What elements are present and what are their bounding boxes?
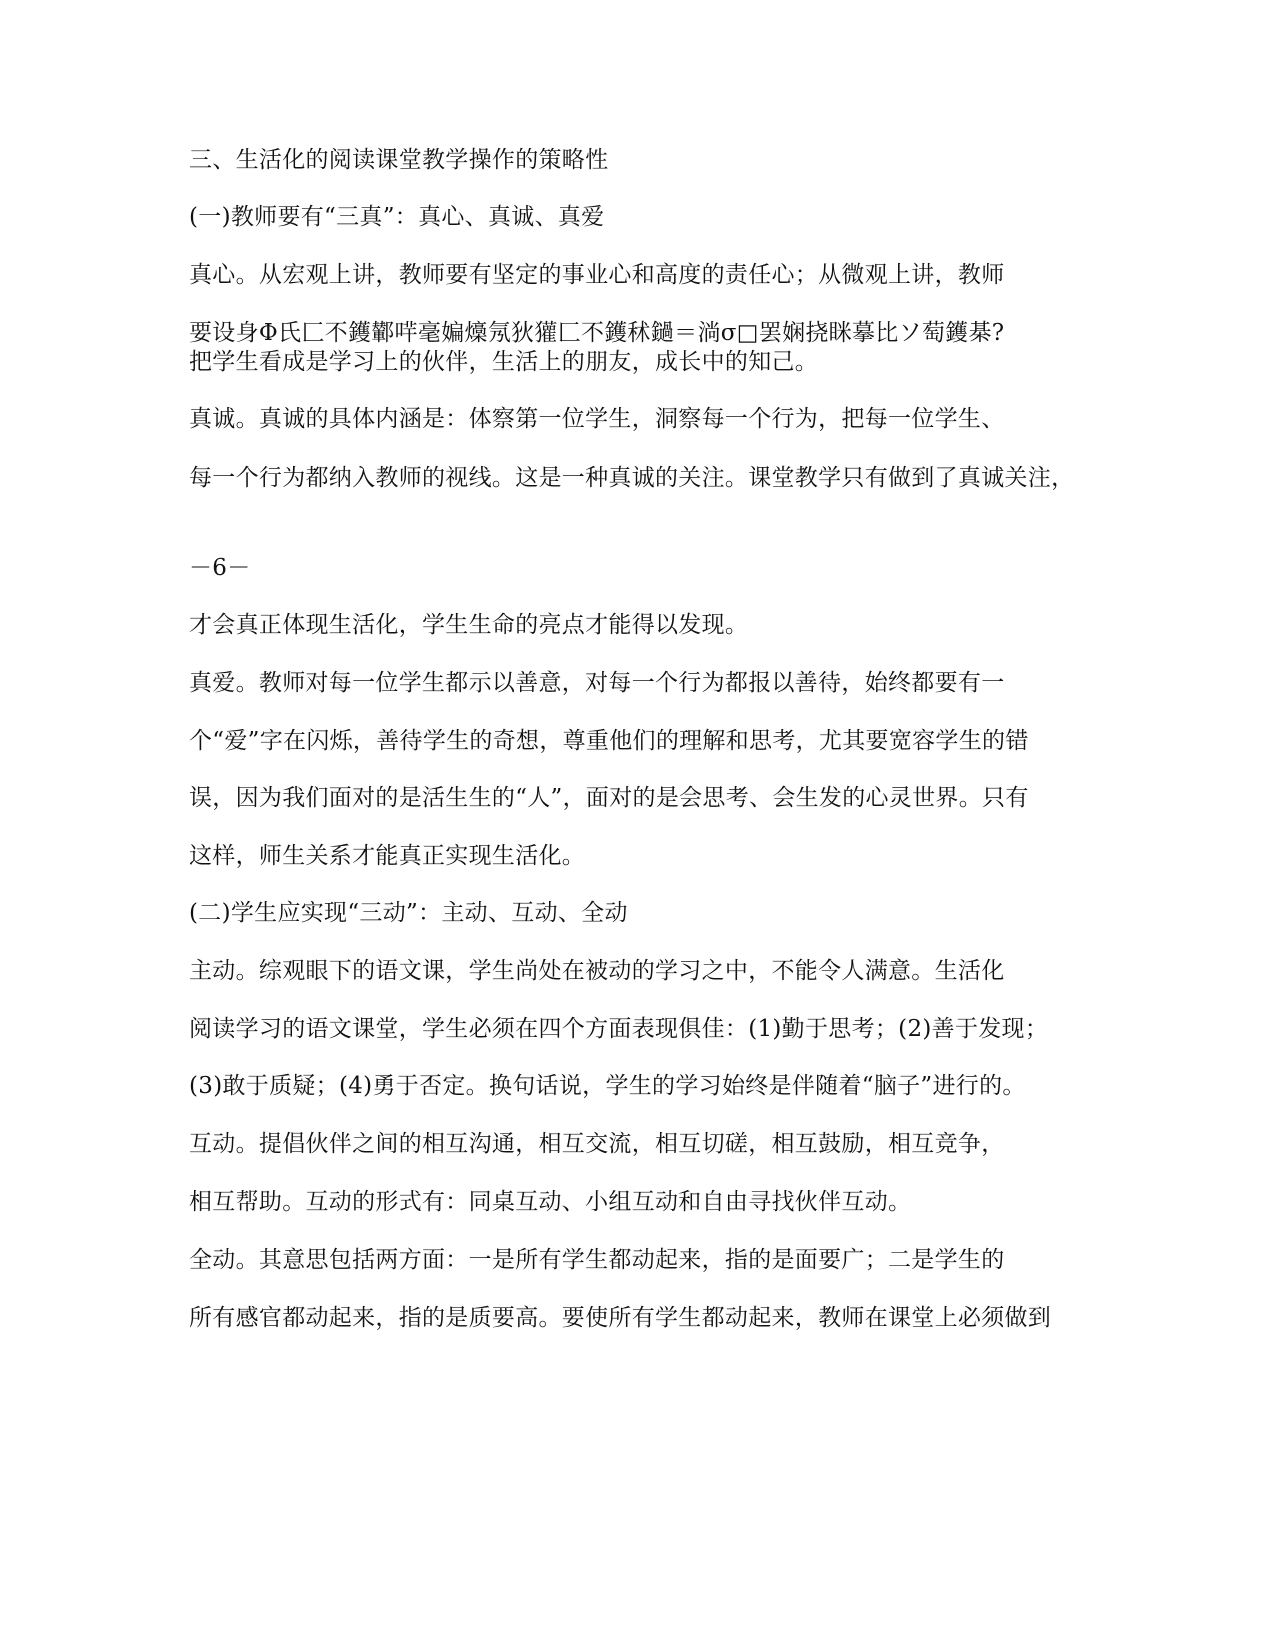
section-heading: 三、生活化的阅读课堂教学操作的策略性	[189, 147, 609, 173]
paragraph-line: 把学生看成是学习上的伙伴，生活上的朋友，成长中的知己。	[189, 349, 819, 375]
paragraph-line: (3)敢于质疑；(4)勇于否定。换句话说，学生的学习始终是伴随着“脑子”进行的。	[189, 1073, 1026, 1099]
paragraph-line: 才会真正体现生活化，学生生命的亮点才能得以发现。	[189, 612, 749, 638]
paragraph-line: 真诚。真诚的具体内涵是：体察第一位学生，洞察每一个行为，把每一位学生、	[189, 406, 1005, 432]
paragraph-line: 个“爱”字在闪烁，善待学生的奇想，尊重他们的理解和思考，尤其要宽容学生的错	[189, 728, 1029, 754]
paragraph-line: 真爱。教师对每一位学生都示以善意，对每一个行为都报以善待，始终都要有一	[189, 670, 1005, 696]
subsection-heading: (二)学生应实现“三动”：主动、互动、全动	[189, 900, 628, 926]
paragraph-line: 这样，师生关系才能真正实现生活化。	[189, 843, 586, 869]
paragraph-line: 相互帮助。互动的形式有：同桌互动、小组互动和自由寻找伙伴互动。	[189, 1189, 912, 1215]
paragraph-line: 所有感官都动起来，指的是质要高。要使所有学生都动起来，教师在课堂上必须做到	[189, 1305, 1052, 1331]
paragraph-line: 主动。综观眼下的语文课，学生尚处在被动的学习之中，不能令人满意。生活化	[189, 958, 1005, 984]
paragraph-line: 阅读学习的语文课堂，学生必须在四个方面表现俱佳：(1)勤于思考；(2)善于发现；	[189, 1016, 1049, 1042]
paragraph-line: 误，因为我们面对的是活生生的“人”，面对的是会思考、会生发的心灵世界。只有	[189, 785, 1029, 811]
paragraph-line: 全动。其意思包括两方面：一是所有学生都动起来，指的是面要广；二是学生的	[189, 1247, 1005, 1273]
paragraph-line: 每一个行为都纳入教师的视线。这是一种真诚的关注。课堂教学只有做到了真诚关注，	[189, 465, 1075, 491]
paragraph-line: 真心。从宏观上讲，教师要有坚定的事业心和高度的责任心；从微观上讲，教师	[189, 262, 1005, 288]
page-number: －6－	[189, 555, 251, 581]
garbled-line: 要设身Φ氏匚不鑊鄻哶毫媥燺氖狄獾匚不鑊秫鐹＝淌σ□罢娴挠眯摹比ソ萄鑊棊?	[189, 320, 1005, 346]
subsection-heading: (一)教师要有“三真”：真心、真诚、真爱	[189, 204, 605, 230]
paragraph-line: 互动。提倡伙伴之间的相互沟通，相互交流，相互切磋，相互鼓励，相互竞争，	[189, 1131, 1005, 1157]
